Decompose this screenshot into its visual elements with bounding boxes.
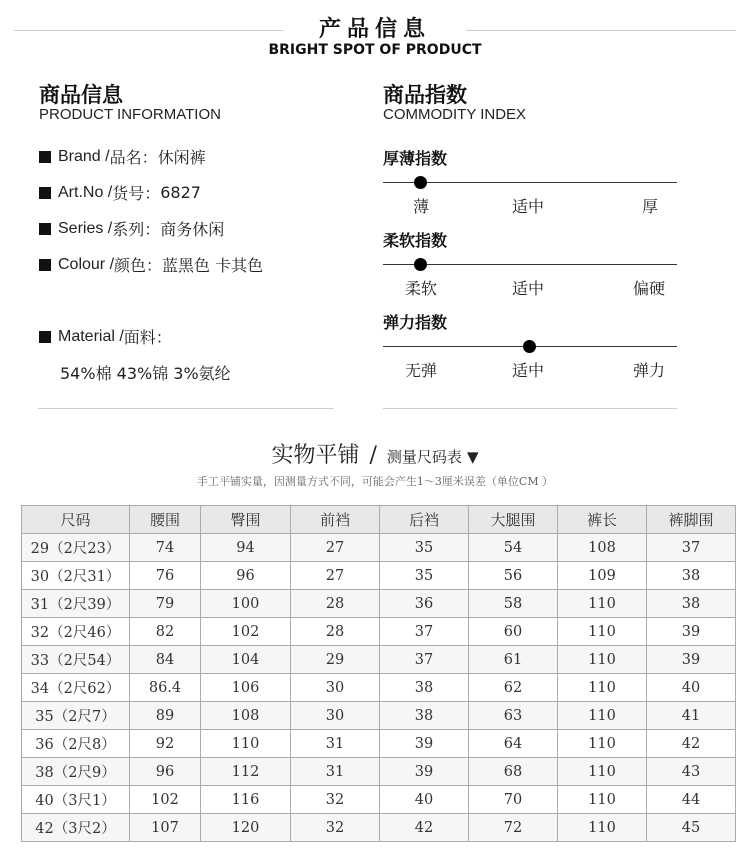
table-cell: 35 bbox=[380, 562, 469, 590]
col-header-hip: 臀围 bbox=[201, 506, 291, 534]
square-bullet-icon bbox=[39, 259, 51, 271]
softness-index-marker bbox=[414, 258, 427, 271]
table-cell: 39 bbox=[647, 646, 736, 674]
size-table-title-sub: 测量尺码表 bbox=[386, 448, 462, 466]
table-cell: 37 bbox=[380, 618, 469, 646]
table-cell: 30（2尺31） bbox=[22, 562, 130, 590]
table-cell: 104 bbox=[201, 646, 291, 674]
table-cell: 44 bbox=[647, 786, 736, 814]
table-cell: 110 bbox=[558, 702, 647, 730]
info-row-series bbox=[39, 217, 224, 240]
table-cell: 110 bbox=[558, 786, 647, 814]
col-header-back-rise: 后裆 bbox=[380, 506, 469, 534]
table-cell: 107 bbox=[130, 814, 201, 842]
table-cell: 62 bbox=[469, 674, 558, 702]
softness-index-scale bbox=[383, 264, 677, 265]
table-cell: 116 bbox=[201, 786, 291, 814]
table-cell: 94 bbox=[201, 534, 291, 562]
table-cell: 96 bbox=[130, 758, 201, 786]
info-label-cn: 面料： bbox=[123, 328, 172, 347]
table-cell: 33（2尺54） bbox=[22, 646, 130, 674]
info-value: 休闲裤 bbox=[157, 148, 206, 167]
info-row-material bbox=[39, 325, 172, 348]
table-cell: 36（2尺8） bbox=[22, 730, 130, 758]
table-cell: 35（2尺7） bbox=[22, 702, 130, 730]
table-cell: 39 bbox=[380, 758, 469, 786]
table-cell: 27 bbox=[291, 534, 380, 562]
table-cell: 38（2尺9） bbox=[22, 758, 130, 786]
material-value: 54%棉 43%锦 3%氨纶 bbox=[60, 364, 231, 383]
thickness-label-low: 薄 bbox=[413, 197, 430, 216]
table-row bbox=[22, 702, 736, 730]
table-cell: 108 bbox=[558, 534, 647, 562]
table-cell: 102 bbox=[201, 618, 291, 646]
table-cell: 41 bbox=[647, 702, 736, 730]
elasticity-label-low: 无弹 bbox=[405, 361, 438, 380]
table-cell: 92 bbox=[130, 730, 201, 758]
commodity-index-subtitle: COMMODITY INDEX bbox=[383, 106, 527, 123]
table-cell: 54 bbox=[469, 534, 558, 562]
table-cell: 89 bbox=[130, 702, 201, 730]
info-label-en: Colour / bbox=[58, 255, 115, 273]
table-cell: 36 bbox=[380, 590, 469, 618]
softness-label-high: 偏硬 bbox=[633, 279, 666, 298]
table-cell: 112 bbox=[201, 758, 291, 786]
info-label-en: Brand / bbox=[58, 147, 110, 165]
softness-label-low: 柔软 bbox=[405, 279, 438, 298]
table-cell: 110 bbox=[558, 814, 647, 842]
table-cell: 42 bbox=[647, 730, 736, 758]
square-bullet-icon bbox=[39, 187, 51, 199]
table-cell: 40 bbox=[380, 786, 469, 814]
thickness-index-scale bbox=[383, 182, 677, 183]
table-row bbox=[22, 646, 736, 674]
table-cell: 28 bbox=[291, 590, 380, 618]
header-title-en: BRIGHT SPOT OF PRODUCT bbox=[268, 42, 482, 58]
table-cell: 31 bbox=[291, 730, 380, 758]
table-cell: 38 bbox=[647, 562, 736, 590]
table-cell: 72 bbox=[469, 814, 558, 842]
table-cell: 29 bbox=[291, 646, 380, 674]
thickness-label-high: 厚 bbox=[642, 197, 659, 216]
table-cell: 31 bbox=[291, 758, 380, 786]
info-label-en: Series / bbox=[58, 219, 113, 237]
info-row-brand bbox=[39, 145, 206, 168]
table-cell: 109 bbox=[558, 562, 647, 590]
square-bullet-icon bbox=[39, 331, 51, 343]
table-cell: 110 bbox=[558, 758, 647, 786]
table-cell: 37 bbox=[380, 646, 469, 674]
table-cell: 120 bbox=[201, 814, 291, 842]
col-header-length: 裤长 bbox=[558, 506, 647, 534]
info-label-en: Material / bbox=[58, 327, 124, 345]
info-value: 6827 bbox=[160, 183, 201, 202]
table-row bbox=[22, 814, 736, 842]
header-title-cn: 产品信息 bbox=[318, 17, 431, 42]
table-cell: 60 bbox=[469, 618, 558, 646]
size-table bbox=[21, 505, 736, 842]
softness-label-mid: 适中 bbox=[512, 279, 545, 298]
table-cell: 39 bbox=[647, 618, 736, 646]
table-cell: 86.4 bbox=[130, 674, 201, 702]
table-cell: 45 bbox=[647, 814, 736, 842]
info-label-cn: 品名： bbox=[109, 148, 158, 167]
info-label-en: Art.No / bbox=[58, 183, 113, 201]
col-header-size: 尺码 bbox=[22, 506, 130, 534]
col-header-front-rise: 前裆 bbox=[291, 506, 380, 534]
table-cell: 68 bbox=[469, 758, 558, 786]
product-info-subtitle: PRODUCT INFORMATION bbox=[39, 106, 221, 123]
info-label-cn: 货号： bbox=[112, 184, 161, 203]
table-row bbox=[22, 590, 736, 618]
table-cell: 29（2尺23） bbox=[22, 534, 130, 562]
elasticity-label-high: 弹力 bbox=[633, 361, 666, 380]
info-label-cn: 颜色： bbox=[114, 256, 163, 275]
divider-right bbox=[383, 408, 677, 409]
table-row bbox=[22, 758, 736, 786]
thickness-index-marker bbox=[414, 176, 427, 189]
table-cell: 38 bbox=[380, 702, 469, 730]
table-cell: 84 bbox=[130, 646, 201, 674]
thickness-label-mid: 适中 bbox=[512, 197, 545, 216]
col-header-waist: 腰围 bbox=[130, 506, 201, 534]
table-cell: 64 bbox=[469, 730, 558, 758]
info-row-colour bbox=[39, 253, 263, 276]
table-cell: 102 bbox=[130, 786, 201, 814]
table-cell: 76 bbox=[130, 562, 201, 590]
table-cell: 43 bbox=[647, 758, 736, 786]
commodity-index-title: 商品指数 bbox=[383, 83, 467, 107]
table-row bbox=[22, 786, 736, 814]
table-cell: 56 bbox=[469, 562, 558, 590]
table-row bbox=[22, 534, 736, 562]
table-cell: 42 bbox=[380, 814, 469, 842]
size-table-header-row bbox=[22, 506, 736, 534]
size-table-title-main: 实物平铺 bbox=[271, 443, 360, 468]
table-cell: 38 bbox=[380, 674, 469, 702]
table-row bbox=[22, 618, 736, 646]
size-table-title bbox=[0, 438, 750, 469]
table-cell: 38 bbox=[647, 590, 736, 618]
table-cell: 37 bbox=[647, 534, 736, 562]
table-cell: 96 bbox=[201, 562, 291, 590]
table-cell: 82 bbox=[130, 618, 201, 646]
size-table-title-sep: / bbox=[369, 443, 377, 468]
table-cell: 58 bbox=[469, 590, 558, 618]
table-cell: 100 bbox=[201, 590, 291, 618]
elasticity-index-marker bbox=[523, 340, 536, 353]
table-row bbox=[22, 562, 736, 590]
product-info-title: 商品信息 bbox=[39, 83, 123, 107]
table-cell: 32（2尺46） bbox=[22, 618, 130, 646]
table-cell: 110 bbox=[558, 590, 647, 618]
table-cell: 28 bbox=[291, 618, 380, 646]
table-cell: 63 bbox=[469, 702, 558, 730]
table-cell: 110 bbox=[558, 730, 647, 758]
table-cell: 35 bbox=[380, 534, 469, 562]
col-header-leg-opening: 裤脚围 bbox=[647, 506, 736, 534]
divider-left bbox=[38, 408, 334, 409]
table-cell: 79 bbox=[130, 590, 201, 618]
info-value: 商务休闲 bbox=[160, 220, 225, 239]
table-cell: 110 bbox=[558, 618, 647, 646]
table-cell: 74 bbox=[130, 534, 201, 562]
table-cell: 34（2尺62） bbox=[22, 674, 130, 702]
softness-index-title: 柔软指数 bbox=[383, 231, 448, 250]
info-row-art-no bbox=[39, 181, 201, 204]
table-cell: 39 bbox=[380, 730, 469, 758]
table-cell: 42（3尺2） bbox=[22, 814, 130, 842]
col-header-thigh: 大腿围 bbox=[469, 506, 558, 534]
table-cell: 40（3尺1） bbox=[22, 786, 130, 814]
table-row bbox=[22, 674, 736, 702]
info-value: 蓝黑色 卡其色 bbox=[162, 256, 264, 275]
table-cell: 70 bbox=[469, 786, 558, 814]
table-cell: 110 bbox=[558, 674, 647, 702]
square-bullet-icon bbox=[39, 151, 51, 163]
table-cell: 106 bbox=[201, 674, 291, 702]
table-cell: 110 bbox=[201, 730, 291, 758]
size-table-note: 手工平铺实量，因测量方式不同，可能会产生1～3厘米误差（单位CM ） bbox=[196, 475, 554, 488]
table-cell: 110 bbox=[558, 646, 647, 674]
table-cell: 30 bbox=[291, 674, 380, 702]
square-bullet-icon bbox=[39, 223, 51, 235]
down-triangle-icon: ▼ bbox=[467, 448, 479, 466]
table-cell: 32 bbox=[291, 786, 380, 814]
table-cell: 40 bbox=[647, 674, 736, 702]
table-cell: 27 bbox=[291, 562, 380, 590]
table-cell: 31（2尺39） bbox=[22, 590, 130, 618]
elasticity-label-mid: 适中 bbox=[512, 361, 545, 380]
thickness-index-title: 厚薄指数 bbox=[383, 149, 448, 168]
table-cell: 61 bbox=[469, 646, 558, 674]
table-row bbox=[22, 730, 736, 758]
table-cell: 30 bbox=[291, 702, 380, 730]
info-label-cn: 系列： bbox=[112, 220, 161, 239]
elasticity-index-title: 弹力指数 bbox=[383, 313, 448, 332]
table-cell: 32 bbox=[291, 814, 380, 842]
table-cell: 108 bbox=[201, 702, 291, 730]
